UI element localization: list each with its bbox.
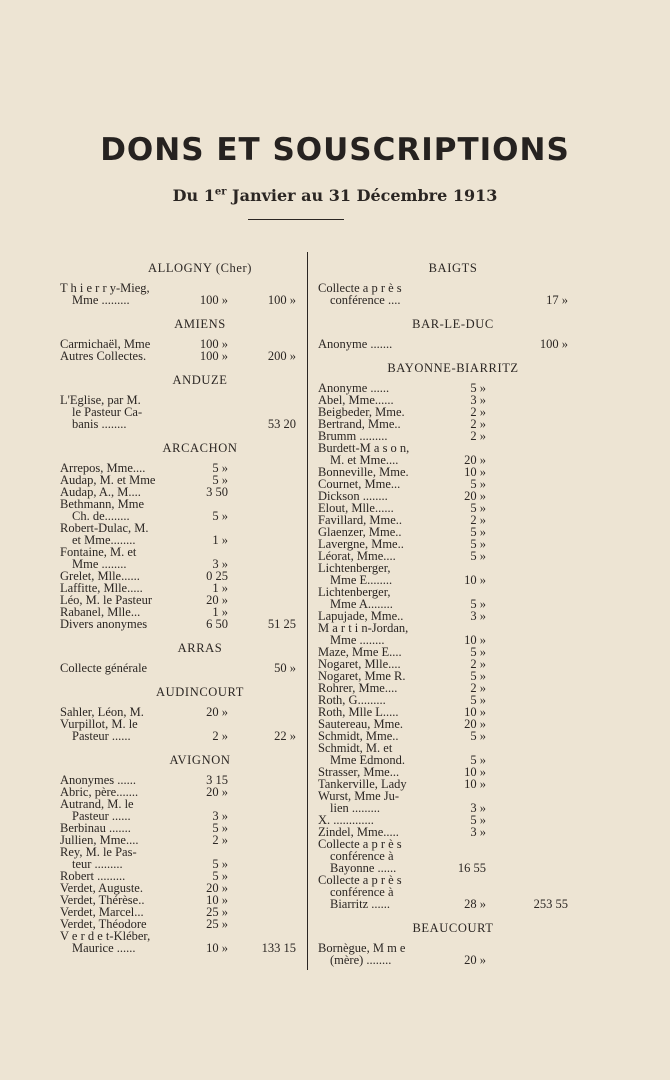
donor-name-line: Grelet, Mlle...... xyxy=(60,569,140,583)
donor-name-line: Favillard, Mme.. xyxy=(318,513,403,527)
section-heading: AVIGNON xyxy=(169,753,231,767)
donation-amount: 5 » xyxy=(470,669,486,683)
donor-name-line: Strasser, Mme... xyxy=(318,765,400,779)
donor-name-line: Abel, Mme...... xyxy=(318,393,394,407)
donor-name-line: Arrepos, Mme.... xyxy=(60,461,146,475)
section-total: 22 » xyxy=(274,729,296,743)
donor-name-line: Mme E........ xyxy=(330,573,393,587)
donor-name-line: M a r t i n-Jordan, xyxy=(318,621,409,635)
donor-name-line: Robert ......... xyxy=(60,869,126,883)
donation-entry xyxy=(60,846,300,870)
section-heading: BAIGTS xyxy=(428,261,478,275)
page-subtitle xyxy=(0,186,670,205)
donation-entry xyxy=(60,662,300,674)
donor-name-line: Roth, G......... xyxy=(318,693,386,707)
donor-name-line: Robert-Dulac, M. xyxy=(60,521,149,535)
title-rule xyxy=(248,219,344,220)
donor-name-line: Sautereau, Mme. xyxy=(318,717,404,731)
donation-amount: 3 » xyxy=(212,557,228,571)
donor-name-line: Rey, M. le Pas- xyxy=(60,845,137,859)
donor-name-line: M. et Mme.... xyxy=(330,453,399,467)
donation-amount: 5 » xyxy=(470,729,486,743)
donor-name-line: Elout, Mlle...... xyxy=(318,501,394,515)
donation-entry xyxy=(318,874,568,910)
donation-amount: 25 » xyxy=(206,917,228,931)
donation-entry xyxy=(60,930,300,954)
donor-name-line: Brumm ......... xyxy=(318,429,388,443)
donation-amount: 3 » xyxy=(470,393,486,407)
donor-name-line: Collecte a p r è s xyxy=(318,281,402,295)
location-section xyxy=(318,922,568,966)
donation-amount: 100 » xyxy=(199,337,228,351)
donation-amount: 5 » xyxy=(212,473,228,487)
donor-name-line: Léo, M. le Pasteur xyxy=(60,593,152,607)
donor-name-line: Mme Edmond. xyxy=(330,753,405,767)
location-section xyxy=(60,642,300,674)
donation-amount: 20 » xyxy=(206,593,228,607)
donation-amount: 20 » xyxy=(206,705,228,719)
donation-entry xyxy=(318,790,568,814)
donor-name-line: Beigbeder, Mme. xyxy=(318,405,405,419)
donor-name-line: Rohrer, Mme.... xyxy=(318,681,398,695)
section-heading: AUDINCOURT xyxy=(156,685,244,699)
right-column xyxy=(318,250,568,966)
donor-name-line: Ch. de........ xyxy=(72,509,130,523)
donation-amount: 2 » xyxy=(470,513,486,527)
donation-amount: 0 25 xyxy=(206,569,228,583)
donation-amount: 20 » xyxy=(206,785,228,799)
donor-name-line: Sahler, Léon, M. xyxy=(60,705,144,719)
donor-name-line: Nogaret, Mlle.... xyxy=(318,657,401,671)
location-section xyxy=(60,374,300,430)
donor-name-line: Fontaine, M. et xyxy=(60,545,137,559)
donor-name-line: Autrand, M. le xyxy=(60,797,134,811)
donation-amount: 20 » xyxy=(464,717,486,731)
donor-name-line: Roth, Mlle L..... xyxy=(318,705,399,719)
donor-name-line: Schmidt, Mme.. xyxy=(318,729,399,743)
section-heading: ALLOGNY (Cher) xyxy=(147,261,253,275)
donation-amount: 28 » xyxy=(464,897,486,911)
donor-name-line: Audap, M. et Mme xyxy=(60,473,156,487)
section-total: 50 » xyxy=(274,661,296,675)
donation-amount: 5 » xyxy=(470,693,486,707)
donor-name-line: conférence à xyxy=(330,885,394,899)
donor-name-line: Cournet, Mme... xyxy=(318,477,401,491)
donation-amount: 5 » xyxy=(470,537,486,551)
donation-entry xyxy=(60,282,300,306)
donor-name-line: Zindel, Mme..... xyxy=(318,825,399,839)
donor-name-line: Lavergne, Mme.. xyxy=(318,537,404,551)
donor-name-line: Collecte générale xyxy=(60,661,148,675)
donor-name-line: Verdet, Marcel... xyxy=(60,905,144,919)
donation-amount: 5 » xyxy=(212,821,228,835)
donation-entry xyxy=(318,742,568,766)
donation-amount: 10 » xyxy=(206,941,228,955)
donor-name-line: le Pasteur Ca- xyxy=(72,405,143,419)
donor-name-line: Mme ........ xyxy=(330,633,385,647)
donor-name-line: V e r d e t-Kléber, xyxy=(60,929,151,943)
location-section xyxy=(318,362,568,910)
donor-name-line: Bonneville, Mme. xyxy=(318,465,409,479)
donor-name-line: Bornègue, M m e xyxy=(318,941,406,955)
donor-name-line: Lichtenberger, xyxy=(318,561,391,575)
donation-entry xyxy=(60,718,300,742)
donor-name-line: L'Eglise, par M. xyxy=(60,393,141,407)
donor-name-line: Collecte a p r è s xyxy=(318,873,402,887)
donor-name-line: Tankerville, Lady xyxy=(318,777,407,791)
donor-name-line: Mme ......... xyxy=(72,293,130,307)
donation-entry xyxy=(60,350,300,362)
donation-entry xyxy=(318,282,568,306)
donation-amount: 5 » xyxy=(470,501,486,515)
donation-amount: 3 » xyxy=(470,801,486,815)
donation-amount: 5 » xyxy=(212,857,228,871)
donation-amount: 10 » xyxy=(464,573,486,587)
page-title: DONS ET SOUSCRIPTIONS xyxy=(100,132,570,168)
donation-entry xyxy=(60,394,300,430)
donor-name-line: (mère) ........ xyxy=(330,953,392,967)
donation-amount: 5 » xyxy=(470,525,486,539)
section-heading: BAYONNE-BIARRITZ xyxy=(387,361,519,375)
donation-amount: 10 » xyxy=(464,465,486,479)
donation-amount: 10 » xyxy=(464,765,486,779)
location-section xyxy=(60,754,300,954)
section-heading: ARRAS xyxy=(177,641,223,655)
donation-amount: 2 » xyxy=(212,729,228,743)
location-section xyxy=(60,686,300,742)
section-total: 17 » xyxy=(546,293,568,307)
donation-entry xyxy=(318,622,568,646)
donor-name-line: Glaenzer, Mme.. xyxy=(318,525,402,539)
donation-amount: 2 » xyxy=(470,417,486,431)
donor-name-line: lien ......... xyxy=(330,801,380,815)
donation-amount: 5 » xyxy=(212,869,228,883)
donor-name-line: Anonyme ....... xyxy=(318,337,393,351)
donor-name-line: Biarritz ...... xyxy=(330,897,391,911)
section-total: 100 » xyxy=(539,337,568,351)
donation-amount: 1 » xyxy=(212,533,228,547)
donor-name-line: Berbinau ....... xyxy=(60,821,131,835)
donor-name-line: Dickson ........ xyxy=(318,489,388,503)
location-section xyxy=(60,442,300,630)
donor-name-line: X. ............. xyxy=(318,813,374,827)
donation-entry xyxy=(60,798,300,822)
donation-entry xyxy=(60,618,300,630)
donation-entry xyxy=(318,942,568,966)
donation-amount: 2 » xyxy=(470,405,486,419)
donation-amount: 1 » xyxy=(212,581,228,595)
donor-name-line: Burdett-M a s o n, xyxy=(318,441,410,455)
donor-name-line: teur ......... xyxy=(72,857,123,871)
donor-name-line: Lichtenberger, xyxy=(318,585,391,599)
donation-amount: 5 » xyxy=(470,645,486,659)
donor-name-line: Mme ........ xyxy=(72,557,127,571)
donation-amount: 10 » xyxy=(206,893,228,907)
donor-name-line: Laffitte, Mlle..... xyxy=(60,581,143,595)
location-section xyxy=(318,262,568,306)
donation-amount: 10 » xyxy=(464,633,486,647)
donor-name-line: Bayonne ...... xyxy=(330,861,397,875)
donor-name-line: Wurst, Mme Ju- xyxy=(318,789,400,803)
donation-amount: 20 » xyxy=(464,453,486,467)
donation-amount: 5 » xyxy=(212,509,228,523)
donation-entry xyxy=(318,338,568,350)
donation-amount: 20 » xyxy=(464,489,486,503)
donation-amount: 20 » xyxy=(464,953,486,967)
donation-entry xyxy=(318,562,568,586)
donor-name-line: Autres Collectes. xyxy=(60,349,147,363)
donor-name-line: Carmichaël, Mme xyxy=(60,337,151,351)
location-section xyxy=(60,262,300,306)
section-total: 53 20 xyxy=(267,417,296,431)
donation-amount: 16 55 xyxy=(457,861,486,875)
donor-name-line: Vurpillot, M. le xyxy=(60,717,138,731)
donor-name-line: Pasteur ...... xyxy=(72,809,131,823)
section-heading: ANDUZE xyxy=(172,373,228,387)
donor-name-line: Bertrand, Mme.. xyxy=(318,417,401,431)
donation-amount: 3 » xyxy=(470,825,486,839)
donation-amount: 2 » xyxy=(212,833,228,847)
donation-amount: 3 15 xyxy=(206,773,228,787)
donation-entry xyxy=(60,522,300,546)
donor-name-line: Divers anonymes xyxy=(60,617,148,631)
section-heading: BAR-LE-DUC xyxy=(412,317,494,331)
donor-name-line: Pasteur ...... xyxy=(72,729,131,743)
donation-amount: 10 » xyxy=(464,705,486,719)
donor-name-line: Lapujade, Mme.. xyxy=(318,609,404,623)
donor-name-line: Anonymes ...... xyxy=(60,773,137,787)
section-total: 253 55 xyxy=(533,897,568,911)
donation-amount: 5 » xyxy=(470,549,486,563)
donation-amount: 5 » xyxy=(470,381,486,395)
donor-name-line: Abric, père....... xyxy=(60,785,139,799)
subtitle-superscript: er xyxy=(214,186,227,198)
donor-name-line: Audap, A., M.... xyxy=(60,485,141,499)
donation-entry xyxy=(60,546,300,570)
donation-amount: 25 » xyxy=(206,905,228,919)
donor-name-line: Verdet, Théodore xyxy=(60,917,147,931)
section-total: 100 » xyxy=(267,293,296,307)
donation-entry xyxy=(60,498,300,522)
donation-amount: 5 » xyxy=(470,477,486,491)
donor-name-line: Collecte a p r è s xyxy=(318,837,402,851)
donor-name-line: conférence à xyxy=(330,849,394,863)
donation-amount: 100 » xyxy=(199,349,228,363)
donor-name-line: Rabanel, Mlle... xyxy=(60,605,141,619)
donor-name-line: Bethmann, Mme xyxy=(60,497,145,511)
donation-amount: 3 50 xyxy=(206,485,228,499)
donor-name-line: Maurice ...... xyxy=(72,941,136,955)
section-total: 200 » xyxy=(267,349,296,363)
donation-amount: 2 » xyxy=(470,429,486,443)
donor-name-line: Maze, Mme E.... xyxy=(318,645,402,659)
donor-name-line: Schmidt, M. et xyxy=(318,741,393,755)
donor-name-line: Mme A........ xyxy=(330,597,393,611)
donor-name-line: conférence .... xyxy=(330,293,401,307)
section-total: 133 15 xyxy=(261,941,296,955)
donation-entry xyxy=(318,838,568,874)
donor-name-line: Anonyme ...... xyxy=(318,381,390,395)
donation-amount: 5 » xyxy=(470,597,486,611)
donation-amount: 5 » xyxy=(212,461,228,475)
column-divider xyxy=(307,252,308,970)
donation-amount: 6 50 xyxy=(206,617,228,631)
donation-amount: 3 » xyxy=(212,809,228,823)
donation-amount: 20 » xyxy=(206,881,228,895)
donation-amount: 5 » xyxy=(470,813,486,827)
donation-amount: 3 » xyxy=(470,609,486,623)
donor-name-line: Verdet, Thérèse.. xyxy=(60,893,145,907)
section-heading: ARCACHON xyxy=(162,441,238,455)
section-heading: BEAUCOURT xyxy=(412,921,494,935)
location-section xyxy=(60,318,300,362)
donor-name-line: T h i e r r y-Mieg, xyxy=(60,281,150,295)
left-column xyxy=(60,250,300,954)
donation-amount: 2 » xyxy=(470,657,486,671)
donation-amount: 1 » xyxy=(212,605,228,619)
subtitle-rest: Janvier au 31 Décembre 1913 xyxy=(226,186,498,205)
donor-name-line: Léorat, Mme.... xyxy=(318,549,396,563)
donor-name-line: et Mme........ xyxy=(72,533,136,547)
donation-amount: 100 » xyxy=(199,293,228,307)
donation-entry xyxy=(318,586,568,610)
donor-name-line: Verdet, Auguste. xyxy=(60,881,143,895)
donor-name-line: banis ........ xyxy=(72,417,127,431)
section-heading: AMIENS xyxy=(174,317,226,331)
donor-name-line: Jullien, Mme.... xyxy=(60,833,139,847)
donation-amount: 10 » xyxy=(464,777,486,791)
donation-entry xyxy=(318,442,568,466)
location-section xyxy=(318,318,568,350)
section-total: 51 25 xyxy=(267,617,296,631)
donation-amount: 5 » xyxy=(470,753,486,767)
subtitle-prefix: Du 1 xyxy=(172,186,215,205)
donor-name-line: Nogaret, Mme R. xyxy=(318,669,406,683)
donation-amount: 2 » xyxy=(470,681,486,695)
